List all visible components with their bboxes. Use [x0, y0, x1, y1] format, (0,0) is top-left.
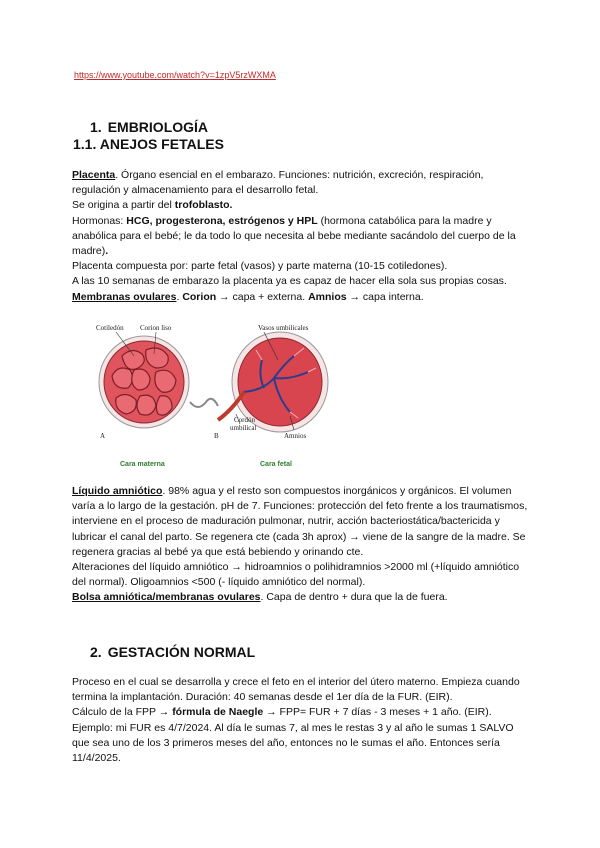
liquid-term: Líquido amniótico — [72, 485, 163, 497]
amnios-term: Amnios — [308, 290, 347, 303]
gestation-calc — [72, 705, 532, 720]
label-b: B — [214, 432, 219, 440]
hormones-label: Hormonas: — [72, 214, 127, 227]
corion-desc: → capa + externa. — [216, 290, 309, 303]
amnios-desc: → capa interna. — [346, 290, 424, 303]
maternal-face-drawing — [99, 336, 189, 428]
liquid-paragraph — [72, 484, 532, 560]
gestation-block — [72, 675, 532, 766]
section-1-1-heading: 1.1. ANEJOS FETALES — [73, 136, 224, 152]
label-umbilical: umbilical — [230, 424, 257, 432]
gestation-example: Ejemplo: mi FUR es 4/7/2024. Al día le sumas 7, al mes le restas 3 y al año le sumas 1 SALVO que sea uno de los 3 primeros meses del año, entonces no le sumas el año. Entonces sería 11/4/2025. — [72, 721, 514, 765]
hormones-bold: HCG, progesterona, estrógenos y HPL — [126, 214, 318, 227]
hormones-end: . — [105, 245, 109, 258]
label-vasos-umbilicales: Vasos umbilicales — [258, 324, 309, 332]
placenta-composition: Placenta compuesta por: parte fetal (vasos) y parte materna (10-15 cotiledones). — [72, 260, 448, 273]
label-amnios: Amnios — [284, 432, 307, 440]
gestation-intro: Proceso en el cual se desarrolla y crece el feto en el interior del útero materno. Empieza cuando termina la implantación. Duración: 40 semanas desde el 1er día de la FUR. (EIR). — [72, 676, 520, 704]
liquid-block — [72, 484, 532, 606]
label-corion-liso: Corion liso — [140, 324, 172, 332]
section-2-heading — [90, 644, 255, 660]
corion-term: Corion — [182, 290, 217, 303]
origin-bold: trofoblasto. — [174, 199, 233, 212]
membrane-curl — [190, 399, 218, 407]
section-1-heading — [90, 119, 208, 135]
placenta-desc: . Órgano esencial en el embarazo. Funciones: nutrición, excreción, respiración, regulación y almacenamiento para el desarrollo fetal. — [72, 169, 484, 197]
calc-post: → FPP= FUR + 7 días - 3 meses + 1 año. (EIR). — [263, 706, 492, 719]
bag-term: Bolsa amniótica/membranas ovulares — [72, 591, 261, 604]
placenta-origin — [72, 198, 532, 213]
label-cordon: Cordón — [234, 416, 255, 424]
membranes-term: Membranas ovulares — [72, 290, 177, 303]
hormones-paragraph — [72, 214, 532, 260]
bag-paragraph — [72, 590, 532, 605]
origin-text: Se origina a partir del — [72, 199, 175, 212]
placenta-paragraph — [72, 168, 532, 198]
section-1-title: EMBRIOLOGÍA — [107, 119, 209, 135]
caption-cara-materna: Cara materna — [120, 461, 165, 468]
section-2-number: 2. — [90, 644, 102, 660]
label-a: A — [100, 432, 106, 440]
youtube-link[interactable]: https://www.youtube.com/watch?v=1zpV5rzWXMA — [74, 70, 276, 80]
placenta-ten-weeks: A las 10 semanas de embarazo la placenta ya es capaz de hacer ella sola sus propias cosas. — [72, 275, 507, 288]
caption-cara-fetal: Cara fetal — [260, 461, 292, 468]
placenta-block — [72, 168, 532, 305]
naegle-formula: fórmula de Naegle — [172, 706, 264, 719]
placenta-term: Placenta — [72, 169, 116, 181]
label-cotiledon: Cotiledón — [96, 324, 124, 332]
bag-desc: . Capa de dentro + dura que la de fuera. — [260, 591, 448, 604]
hormones-rest: (hormona catabólica para la madre y anabólica para el bebé; le da todo lo que necesita al bebe mediante sacándolo del cuerpo de la madre) — [72, 214, 516, 258]
membranes-paragraph — [72, 290, 532, 305]
liquid-alterations: Alteraciones del líquido amniótico → hidroamnios o polihidramnios >2000 ml (+líquido amniótico del normal). Oligoamnios <500 (- líquido amniótico del normal). — [72, 561, 520, 589]
section-2-title: GESTACIÓN NORMAL — [107, 644, 256, 660]
calc-pre: Cálculo de la FPP → — [72, 706, 173, 719]
section-1-number: 1. — [90, 119, 102, 135]
membranes-sep: . — [176, 290, 183, 303]
liquid-desc: . 98% agua y el resto son compuestos inorgánicos y orgánicos. El volumen varía a lo largo de la gestación. pH de 7. Funciones: protección del feto frente a los traumatismos, interviene en el proceso de maduración pulmonar, nutrir, acción bacteriostática/bactericida y lubricar el canal del parto. Se regenera cte (cada 3h aprox) → viene de la sangre de la madre. Se regenera gracias al bebé ya que está bebiendo y orinando cte. — [72, 485, 528, 558]
placenta-illustration — [94, 320, 346, 470]
